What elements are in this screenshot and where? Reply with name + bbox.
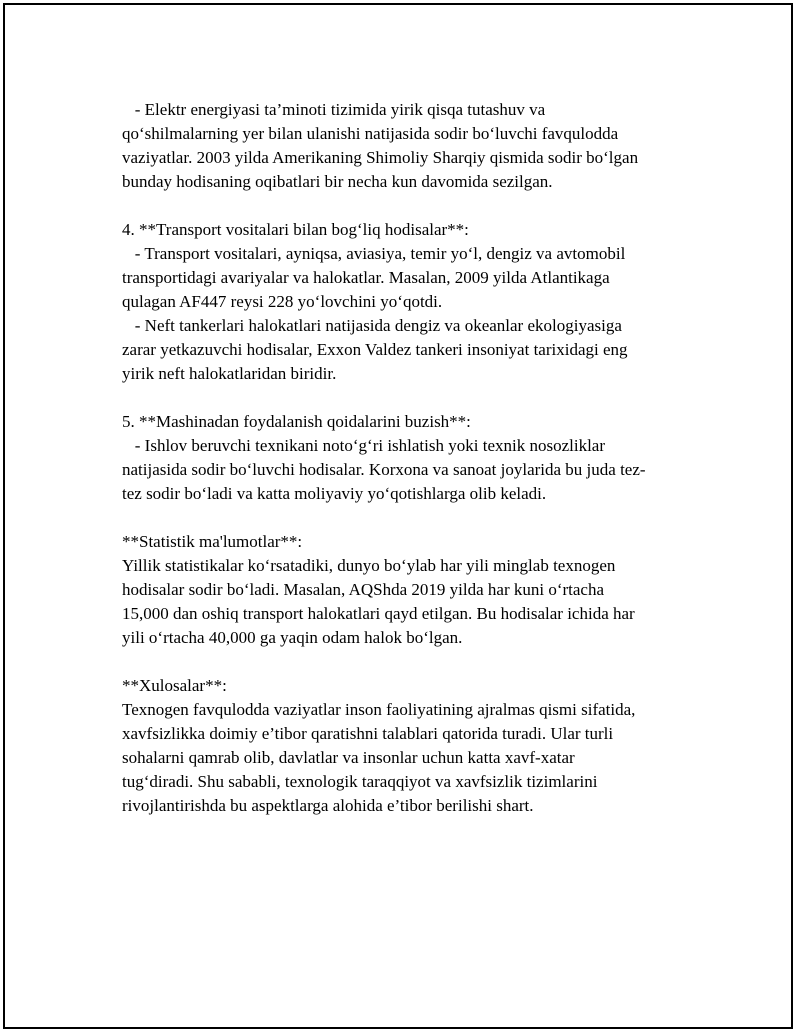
section-transport <box>122 218 702 386</box>
text-line: natijasida sodir bo‘luvchi hodisalar. Korxona va sanoat joylarida bu juda tez- <box>122 460 646 479</box>
section-heading: 4. **Transport vositalari bilan bog‘liq hodisalar**: <box>122 220 469 239</box>
text-line: transportidagi avariyalar va halokatlar. Masalan, 2009 yilda Atlantikaga <box>122 268 610 287</box>
text-line: - Transport vositalari, ayniqsa, aviasiya, temir yo‘l, dengiz va avtomobil <box>122 244 626 263</box>
text-line: bunday hodisaning oqibatlari bir necha kun davomida sezilgan. <box>122 172 553 191</box>
text-line: Texnogen favqulodda vaziyatlar inson faoliyatining ajralmas qismi sifatida, <box>122 700 636 719</box>
section-heading: **Xulosalar**: <box>122 676 227 695</box>
text-line: qo‘shilmalarning yer bilan ulanishi natijasida sodir bo‘luvchi favqulodda <box>122 124 619 143</box>
text-line: Yillik statistikalar ko‘rsatadiki, dunyo bo‘ylab har yili minglab texnogen <box>122 556 616 575</box>
text-line: - Neft tankerlari halokatlari natijasida dengiz va okeanlar ekologiyasiga <box>122 316 622 335</box>
document-body <box>122 98 702 818</box>
text-line: zarar yetkazuvchi hodisalar, Exxon Valdez tankeri insoniyat tarixidagi eng <box>122 340 628 359</box>
text-line: - Ishlov beruvchi texnikani noto‘g‘ri ishlatish yoki texnik nosozliklar <box>122 436 605 455</box>
text-line: yirik neft halokatlaridan biridir. <box>122 364 337 383</box>
text-line: sohalarni qamrab olib, davlatlar va insonlar uchun katta xavf-xatar <box>122 748 575 767</box>
text-line: tez sodir bo‘ladi va katta moliyaviy yo‘qotishlarga olib keladi. <box>122 484 547 503</box>
section-statistics <box>122 530 702 650</box>
text-line: vaziyatlar. 2003 yilda Amerikaning Shimoliy Sharqiy qismida sodir bo‘lgan <box>122 148 639 167</box>
paragraph-gap <box>122 386 702 410</box>
text-line: - Elektr energiyasi ta’minoti tizimida yirik qisqa tutashuv va <box>122 100 546 119</box>
text-line: tug‘diradi. Shu sababli, texnologik taraqqiyot va xavfsizlik tizimlarini <box>122 772 598 791</box>
section-heading: 5. **Mashinadan foydalanish qoidalarini buzish**: <box>122 412 471 431</box>
paragraph-gap <box>122 194 702 218</box>
section-machinery <box>122 410 702 506</box>
page-frame <box>3 3 793 1029</box>
paragraph-gap <box>122 650 702 674</box>
paragraph-electric <box>122 98 702 194</box>
text-line: yili o‘rtacha 40,000 ga yaqin odam halok bo‘lgan. <box>122 628 463 647</box>
text-line: xavfsizlikka doimiy e’tibor qaratishni talablari qatorida turadi. Ular turli <box>122 724 614 743</box>
paragraph-gap <box>122 506 702 530</box>
text-line: 15,000 dan oshiq transport halokatlari qayd etilgan. Bu hodisalar ichida har <box>122 604 635 623</box>
text-line: rivojlantirishda bu aspektlarga alohida e’tibor berilishi shart. <box>122 796 534 815</box>
section-conclusions <box>122 674 702 818</box>
text-line: hodisalar sodir bo‘ladi. Masalan, AQShda 2019 yilda har kuni o‘rtacha <box>122 580 605 599</box>
section-heading: **Statistik ma'lumotlar**: <box>122 532 303 551</box>
text-line: qulagan AF447 reysi 228 yo‘lovchini yo‘qotdi. <box>122 292 443 311</box>
